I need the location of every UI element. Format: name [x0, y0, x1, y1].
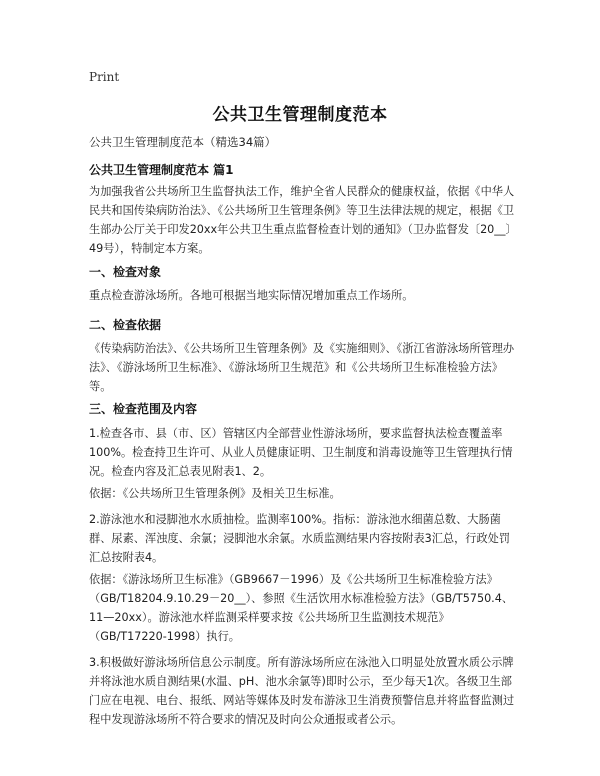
article-heading: 公共卫生管理制度范本 篇1 — [89, 163, 234, 177]
section-heading-inspection-target: 一、检查对象 — [89, 265, 162, 279]
section-paragraph: 2.游泳池水和浸脚池水水质抽检。监测率100%。指标：游泳池水细菌总数、大肠菌群、尿素、浑浊度、余氯；浸脚池水余氯。水质监测结果内容按附表3汇总，行政处罚汇总按附表4。 — [89, 513, 511, 564]
section-paragraph: 重点检查游泳场所。各地可根据当地实际情况增加重点工作场所。 — [89, 289, 414, 302]
section-heading-scope: 三、检查范围及内容 — [89, 402, 198, 416]
section-paragraph: 依据：《公共场所卫生管理条例》及相关卫生标准。 — [89, 487, 341, 500]
document-subtitle: 公共卫生管理制度范本（精选34篇） — [89, 135, 277, 149]
section-paragraph: 《传染病防治法》、《公共场所卫生管理条例》及《实施细则》、《浙江省游泳场所管理办法》、《游泳场所卫生标准》、《游泳场所卫生规范》和《公共场所卫生标准检验方法》等。 — [89, 342, 515, 393]
intro-paragraph: 为加强我省公共场所卫生监督执法工作，维护全省人民群众的健康权益，依据《中华人民共和国传染病防治法》、《公共场所卫生管理条例》等卫生法律法规的规定，根据《卫生部办公厅关于印发20xx年公共卫生重点监督检查计划的通知》（卫办监督发〔20__〕49号），特制定本方案。 — [89, 185, 517, 255]
section-paragraph: 3.积极做好游泳场所信息公示制度。所有游泳场所应在泳池入口明显处放置水质公示牌并将泳池水质自测结果(水温、pH、池水余氯等)即时公示，至少每天1次。各级卫生部门应在电视、电台、报纸、网站等媒体及时发布游泳卫生消费预警信息并将监督监测过程中发现游泳场所不符合要求的情况及时向公众通报或者公示。 — [89, 656, 515, 726]
section-paragraph: 1.检查各市、县（市、区）管辖区内全部营业性游泳场所，要求监督执法检查覆盖率100%。检查持卫生许可、从业人员健康证明、卫生制度和消毒设施等卫生管理执行情况。检查内容及汇总表见附表1、2。 — [89, 427, 513, 478]
section-paragraph: 依据：《游泳场所卫生标准》（GB9667－1996）及《公共场所卫生标准检验方法》（GB/T18204.9.10.29－20__）、参照《生活饮用水标准检验方法》（GB/T5750.4、11—20xx）。游泳池水样监测采样要求按《公共场所卫生监测技术规范》（GB/T17220-1998）执行。 — [89, 573, 514, 643]
section-heading-inspection-basis: 二、检查依据 — [89, 318, 162, 332]
document-title: 公共卫生管理制度范本 — [212, 105, 388, 125]
print-link[interactable]: Print — [89, 70, 120, 84]
